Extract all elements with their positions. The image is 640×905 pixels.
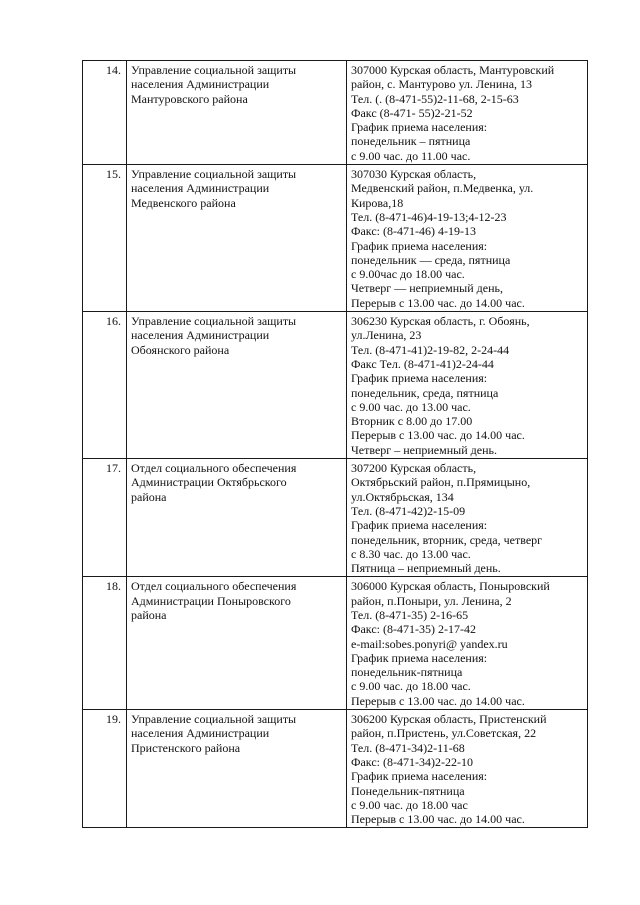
office-name-cell: [127, 577, 347, 710]
table-row: [83, 61, 588, 165]
contact-info-line: с 9.00 час. до 18.00 час.: [351, 679, 471, 694]
contact-info-line: с 8.30 час. до 13.00 час.: [351, 546, 471, 561]
contact-info-line: Факс: (8-471-35) 2-17-42: [351, 622, 476, 637]
table-row: [83, 577, 588, 710]
contact-info-line: понедельник – пятница: [351, 134, 471, 149]
office-name-line: Медвенского района: [131, 195, 236, 210]
table-row: [83, 459, 588, 577]
table-row: [83, 165, 588, 312]
contact-info-line: Понедельник-пятница: [351, 783, 465, 798]
contact-info-line: Тел. (8-471-46)4-19-13;4-12-23: [351, 209, 507, 224]
contact-info-line: Пятница – неприемный день.: [351, 561, 501, 576]
contact-info-line: График приема населения:: [351, 769, 488, 784]
row-number: 18.: [83, 577, 127, 710]
office-name-cell: [127, 459, 347, 577]
office-contact-cell: [347, 61, 588, 165]
contact-info-line: Медвенский район, п.Медвенка, ул.: [351, 181, 534, 196]
contact-info-line: Перерыв с 13.00 час. до 14.00 час.: [351, 693, 525, 708]
contact-info-line: Четверг — неприемный день,: [351, 281, 503, 296]
office-name-line: населения Администрации: [131, 726, 270, 741]
contact-info-line: с 9.00 час. до 11.00 час.: [351, 148, 471, 163]
contact-info-line: Октябрьский район, п.Прямицыно,: [351, 475, 531, 490]
offices-table-body: [83, 61, 588, 828]
office-name-line: Отдел социального обеспечения: [131, 579, 297, 594]
office-name-line: населения Администрации: [131, 181, 270, 196]
contact-info-line: ул.Ленина, 23: [351, 328, 422, 343]
office-name-line: Отдел социального обеспечения: [131, 461, 297, 476]
contact-info-line: Четверг – неприемный день.: [351, 442, 497, 457]
office-contact-cell: [347, 312, 588, 459]
contact-info-line: Тел. (8-471-34)2-11-68: [351, 740, 465, 755]
row-number: 14.: [83, 61, 127, 165]
row-number: 19.: [83, 710, 127, 828]
contact-info-line: График приема населения:: [351, 518, 488, 533]
office-contact-cell: [347, 165, 588, 312]
contact-info-line: с 9.00час до 18.00 час.: [351, 267, 465, 282]
office-name-line: населения Администрации: [131, 77, 270, 92]
contact-info-line: Тел. (. (8-471-55)2-11-68, 2-15-63: [351, 91, 519, 106]
contact-info-line: Факс (8-471- 55)2-21-52: [351, 105, 473, 120]
table-row: [83, 312, 588, 459]
contact-info-line: понедельник — среда, пятница: [351, 252, 511, 267]
contact-info-line: 306200 Курская область, Пристенский: [351, 712, 547, 727]
office-name-line: района: [131, 607, 167, 622]
office-contact-cell: [347, 459, 588, 577]
contact-info-line: ул.Октябрьская, 134: [351, 489, 454, 504]
contact-info-line: Перерыв с 13.00 час. до 14.00 час.: [351, 812, 525, 827]
contact-info-line: График приема населения:: [351, 650, 488, 665]
office-name-line: Мантуровского района: [131, 91, 248, 106]
contact-info-line: Факс: (8-471-46) 4-19-13: [351, 224, 476, 239]
office-name-cell: [127, 710, 347, 828]
table-row: [83, 710, 588, 828]
contact-info-line: Факс: (8-471-34)2-22-10: [351, 754, 473, 769]
contact-info-line: Перерыв с 13.00 час. до 14.00 час.: [351, 295, 525, 310]
contact-info-line: Кирова,18: [351, 195, 404, 210]
office-name-line: Администрации Октябрьского: [131, 475, 287, 490]
contact-info-line: с 9.00 час. до 13.00 час.: [351, 399, 471, 414]
office-name-cell: [127, 312, 347, 459]
contact-info-line: Тел. (8-471-35) 2-16-65: [351, 607, 469, 622]
office-name-line: Управление социальной защиты: [131, 63, 297, 77]
row-number: 16.: [83, 312, 127, 459]
contact-info-line: Вторник с 8.00 до 17.00: [351, 414, 473, 429]
contact-info-line: 306000 Курская область, Поныровский: [351, 579, 550, 594]
contact-info-line: район, с. Мантурово ул. Ленина, 13: [351, 77, 533, 92]
contact-info-line: Факс Тел. (8-471-41)2-24-44: [351, 356, 494, 371]
office-name-line: населения Администрации: [131, 328, 270, 343]
contact-info-line: понедельник, вторник, среда, четверг: [351, 532, 543, 547]
contact-info-line: График приема населения:: [351, 238, 488, 253]
office-contact-cell: [347, 577, 588, 710]
contact-info-line: район, п.Поныри, ул. Ленина, 2: [351, 593, 512, 608]
office-name-line: Обоянского района: [131, 342, 230, 357]
contact-info-line: понедельник, среда, пятница: [351, 385, 499, 400]
office-name-line: района: [131, 489, 167, 504]
contact-info-line: понедельник-пятница: [351, 665, 463, 680]
row-number: 15.: [83, 165, 127, 312]
contact-info-line: район, п.Пристень, ул.Советская, 22: [351, 726, 537, 741]
contact-info-line: 307000 Курская область, Мантуровский: [351, 63, 555, 77]
contact-info-line: 307200 Курская область,: [351, 461, 477, 476]
contact-info-line: с 9.00 час. до 18.00 час: [351, 797, 468, 812]
row-number: 17.: [83, 459, 127, 577]
office-name-cell: [127, 165, 347, 312]
office-contact-cell: [347, 710, 588, 828]
contact-info-line: График приема населения:: [351, 371, 488, 386]
contact-info-line: 307030 Курская область,: [351, 167, 477, 182]
office-name-cell: [127, 61, 347, 165]
contact-info-line: График приема населения:: [351, 120, 488, 135]
offices-table: [82, 60, 588, 828]
contact-info-line: Перерыв с 13.00 час. до 14.00 час.: [351, 428, 525, 443]
contact-info-line: 306230 Курская область, г. Обоянь,: [351, 314, 530, 329]
office-name-line: Администрации Поныровского: [131, 593, 291, 608]
office-name-line: Управление социальной защиты: [131, 712, 297, 727]
contact-info-line: e-mail:sobes.ponyri@ yandex.ru: [351, 636, 508, 651]
contact-info-line: Тел. (8-471-42)2-15-09: [351, 503, 466, 518]
office-name-line: Управление социальной защиты: [131, 167, 297, 182]
office-name-line: Пристенского района: [131, 740, 241, 755]
office-name-line: Управление социальной защиты: [131, 314, 297, 329]
contact-info-line: Тел. (8-471-41)2-19-82, 2-24-44: [351, 342, 510, 357]
